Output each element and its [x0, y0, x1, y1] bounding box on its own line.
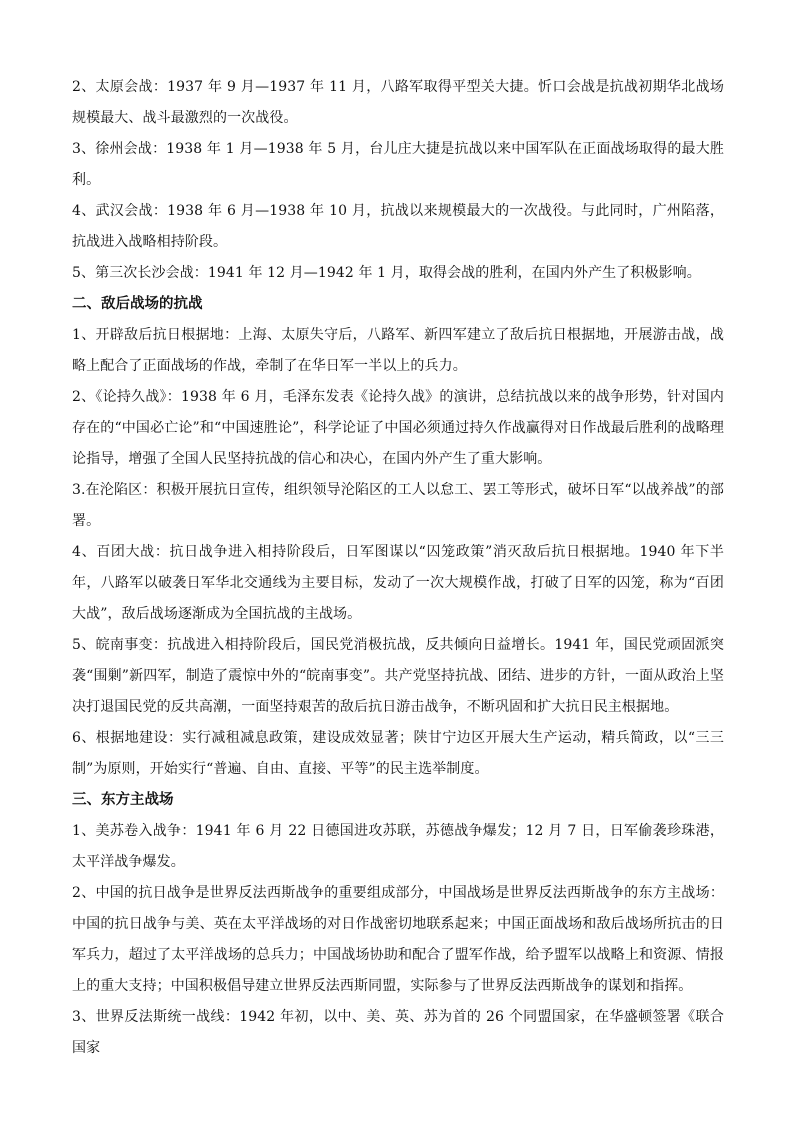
paragraph-taiyuan-battle: 2、太原会战：1937 年 9 月—1937 年 11 月，八路军取得平型关大捷。忻口会战是抗战初期华北战场规模最大、战斗最激烈的一次战役。 — [72, 79, 724, 126]
paragraph-xuzhou-battle: 3、徐州会战：1938 年 1 月—1938 年 5 月，台儿庄大捷是抗战以来中国军队在正面战场取得的最大胜利。 — [72, 141, 724, 188]
paragraph-hundred-regiments: 4、百团大战：抗日战争进入相持阶段后，日军图谋以“囚笼政策”消灭敌后抗日根据地。1940 年下半年，八路军以破袭日军华北交通线为主要目标，发动了一次大规模作战，打破了日军的囚笼，称为“百团大战”，敌后战场逐渐成为全国抗战的主战场。 — [72, 544, 724, 622]
paragraph-base-areas: 1、开辟敌后抗日根据地：上海、太原失守后，八路军、新四军建立了敌后抗日根据地，开展游击战，战略上配合了正面战场的作战，牵制了在华日军一半以上的兵力。 — [72, 327, 724, 374]
section-heading-rear-battlefield: 二、敌后战场的抗战 — [72, 296, 203, 312]
paragraph-us-ussr-enter-war: 1、美苏卷入战争：1941 年 6 月 22 日德国进攻苏联，苏德战争爆发；12 月 7 日，日军偷袭珍珠港，太平洋战争爆发。 — [72, 823, 724, 870]
paragraph-base-construction: 6、根据地建设：实行减租减息政策，建设成效显著；陕甘宁边区开展大生产运动，精兵简政，以“三三制”为原则，开始实行“普遍、自由、直接、平等”的民主选举制度。 — [72, 730, 724, 777]
paragraph-occupied-areas: 3.在沦陷区：积极开展抗日宣传，组织领导沦陷区的工人以怠工、罢工等形式，破坏日军“以战养战”的部署。 — [72, 482, 724, 529]
paragraph-wuhan-battle: 4、武汉会战：1938 年 6 月—1938 年 10 月，抗战以来规模最大的一次战役。与此同时，广州陷落，抗战进入战略相持阶段。 — [72, 203, 724, 250]
paragraph-changsha-battle: 5、第三次长沙会战：1941 年 12 月—1942 年 1 月，取得会战的胜利，在国内外产生了积极影响。 — [72, 265, 701, 281]
paragraph-protracted-war: 2、《论持久战》：1938 年 6 月，毛泽东发表《论持久战》的演讲，总结抗战以来的战争形势，针对国内存在的“中国必亡论”和“中国速胜论”，科学论证了中国必须通过持久作战赢得对日作战最后胜利的战略理论指导，增强了全国人民坚持抗战的信心和决心，在国内外产生了重大影响。 — [72, 389, 724, 467]
section-heading-eastern-battlefield: 三、东方主战场 — [72, 792, 174, 808]
paragraph-united-front: 3、世界反法斯统一战线：1942 年初，以中、美、英、苏为首的 26 个同盟国家，在华盛顿签署《联合国家 — [72, 1009, 724, 1056]
document-page — [72, 72, 724, 1064]
paragraph-wannan-incident: 5、皖南事变：抗战进入相持阶段后，国民党消极抗战，反共倾向日益增长。1941 年，国民党顽固派突袭“围剿”新四军，制造了震惊中外的“皖南事变”。共产党坚持抗战、团结、进步的方针，一面从政治上坚决打退国民党的反共高潮，一面坚持艰苦的敌后抗日游击战争，不断巩固和扩大抗日民主根据地。 — [72, 637, 724, 715]
paragraph-china-main-battlefield: 2、中国的抗日战争是世界反法西斯战争的重要组成部分，中国战场是世界反法西斯战争的东方主战场：中国的抗日战争与美、英在太平洋战场的对日作战密切地联系起来；中国正面战场和敌后战场所抗击的日军兵力，超过了太平洋战场的总兵力；中国战场协助和配合了盟军作战，给予盟军以战略上和资源、情报上的重大支持；中国积极倡导建立世界反法西斯同盟，实际参与了世界反法西斯战争的谋划和指挥。 — [72, 885, 724, 994]
